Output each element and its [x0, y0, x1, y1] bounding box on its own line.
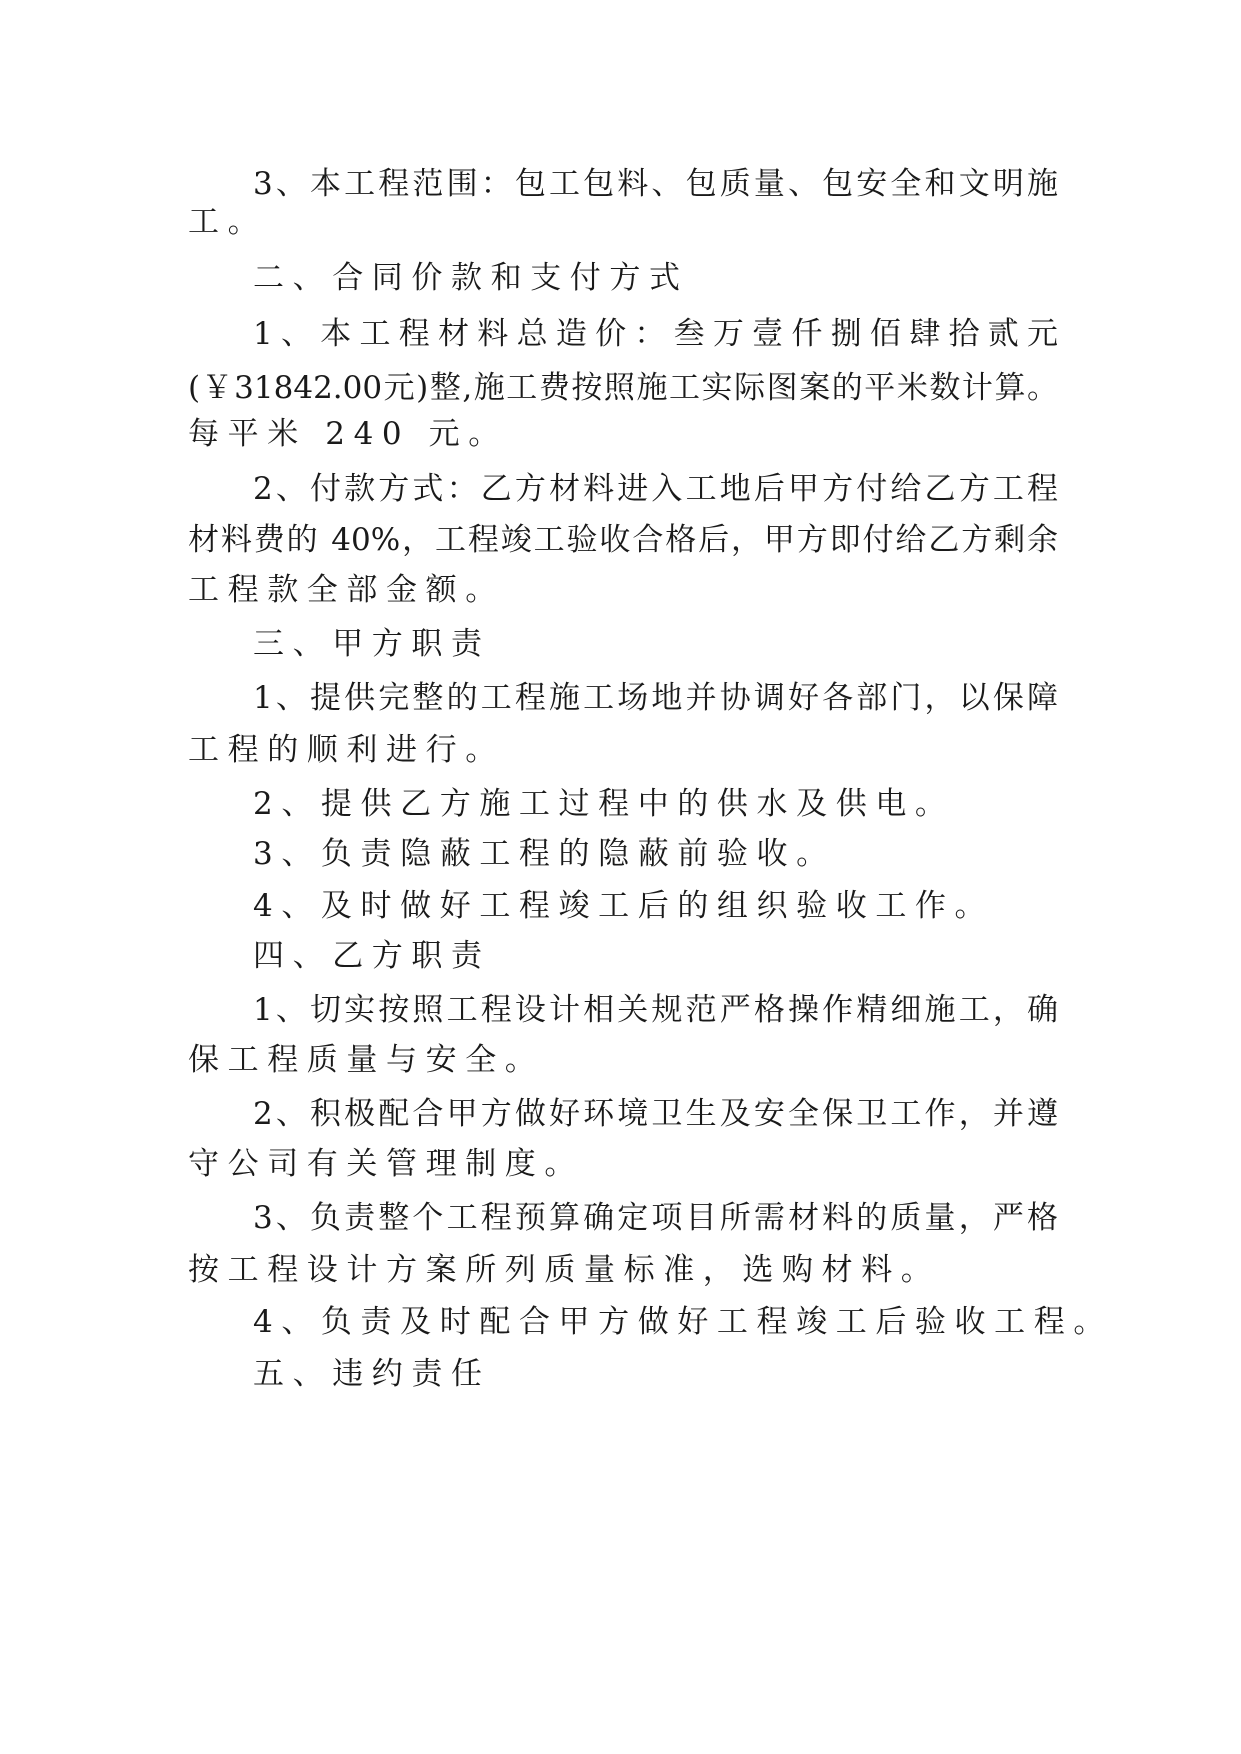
- text-line: 3、本工程范围：包工包料、包质量、包安全和文明施: [253, 166, 1058, 202]
- text-line: 工程款全部金额。: [188, 572, 505, 608]
- text-line: 1、本工程材料总造价：叁万壹仟捌佰肆拾贰元: [253, 316, 1058, 352]
- text-line: 4、及时做好工程竣工后的组织验收工作。: [253, 888, 995, 924]
- text-line: 材料费的 40%，工程竣工验收合格后，甲方即付给乙方剩余: [188, 522, 1058, 558]
- text-line: 1、提供完整的工程施工场地并协调好各部门，以保障: [253, 680, 1058, 716]
- text-line: 2、付款方式：乙方材料进入工地后甲方付给乙方工程: [253, 471, 1058, 507]
- section-heading: 五、违约责任: [253, 1356, 491, 1392]
- text-line: 按工程设计方案所列质量标准，选购材料。: [188, 1252, 941, 1288]
- section-heading: 二、合同价款和支付方式: [253, 260, 689, 296]
- text-line: 守公司有关管理制度。: [188, 1146, 584, 1182]
- text-line: 2、提供乙方施工过程中的供水及供电。: [253, 786, 955, 822]
- text-line: 1、切实按照工程设计相关规范严格操作精细施工，确: [253, 992, 1058, 1028]
- text-line: 4、负责及时配合甲方做好工程竣工后验收工程。: [253, 1304, 1113, 1340]
- text-line: 保工程质量与安全。: [188, 1042, 545, 1078]
- text-line: 工。: [188, 204, 268, 240]
- text-line: 工程的顺利进行。: [188, 732, 505, 768]
- text-line: (￥31842.00元)整,施工费按照施工实际图案的平米数计算。: [188, 370, 1058, 406]
- section-heading: 四、乙方职责: [253, 938, 491, 974]
- text-line: 每平米 240 元。: [188, 416, 508, 452]
- text-line: 3、负责隐蔽工程的隐蔽前验收。: [253, 836, 836, 872]
- section-heading: 三、甲方职责: [253, 626, 491, 662]
- text-line: 2、积极配合甲方做好环境卫生及安全保卫工作，并遵: [253, 1096, 1058, 1132]
- text-line: 3、负责整个工程预算确定项目所需材料的质量，严格: [253, 1200, 1058, 1236]
